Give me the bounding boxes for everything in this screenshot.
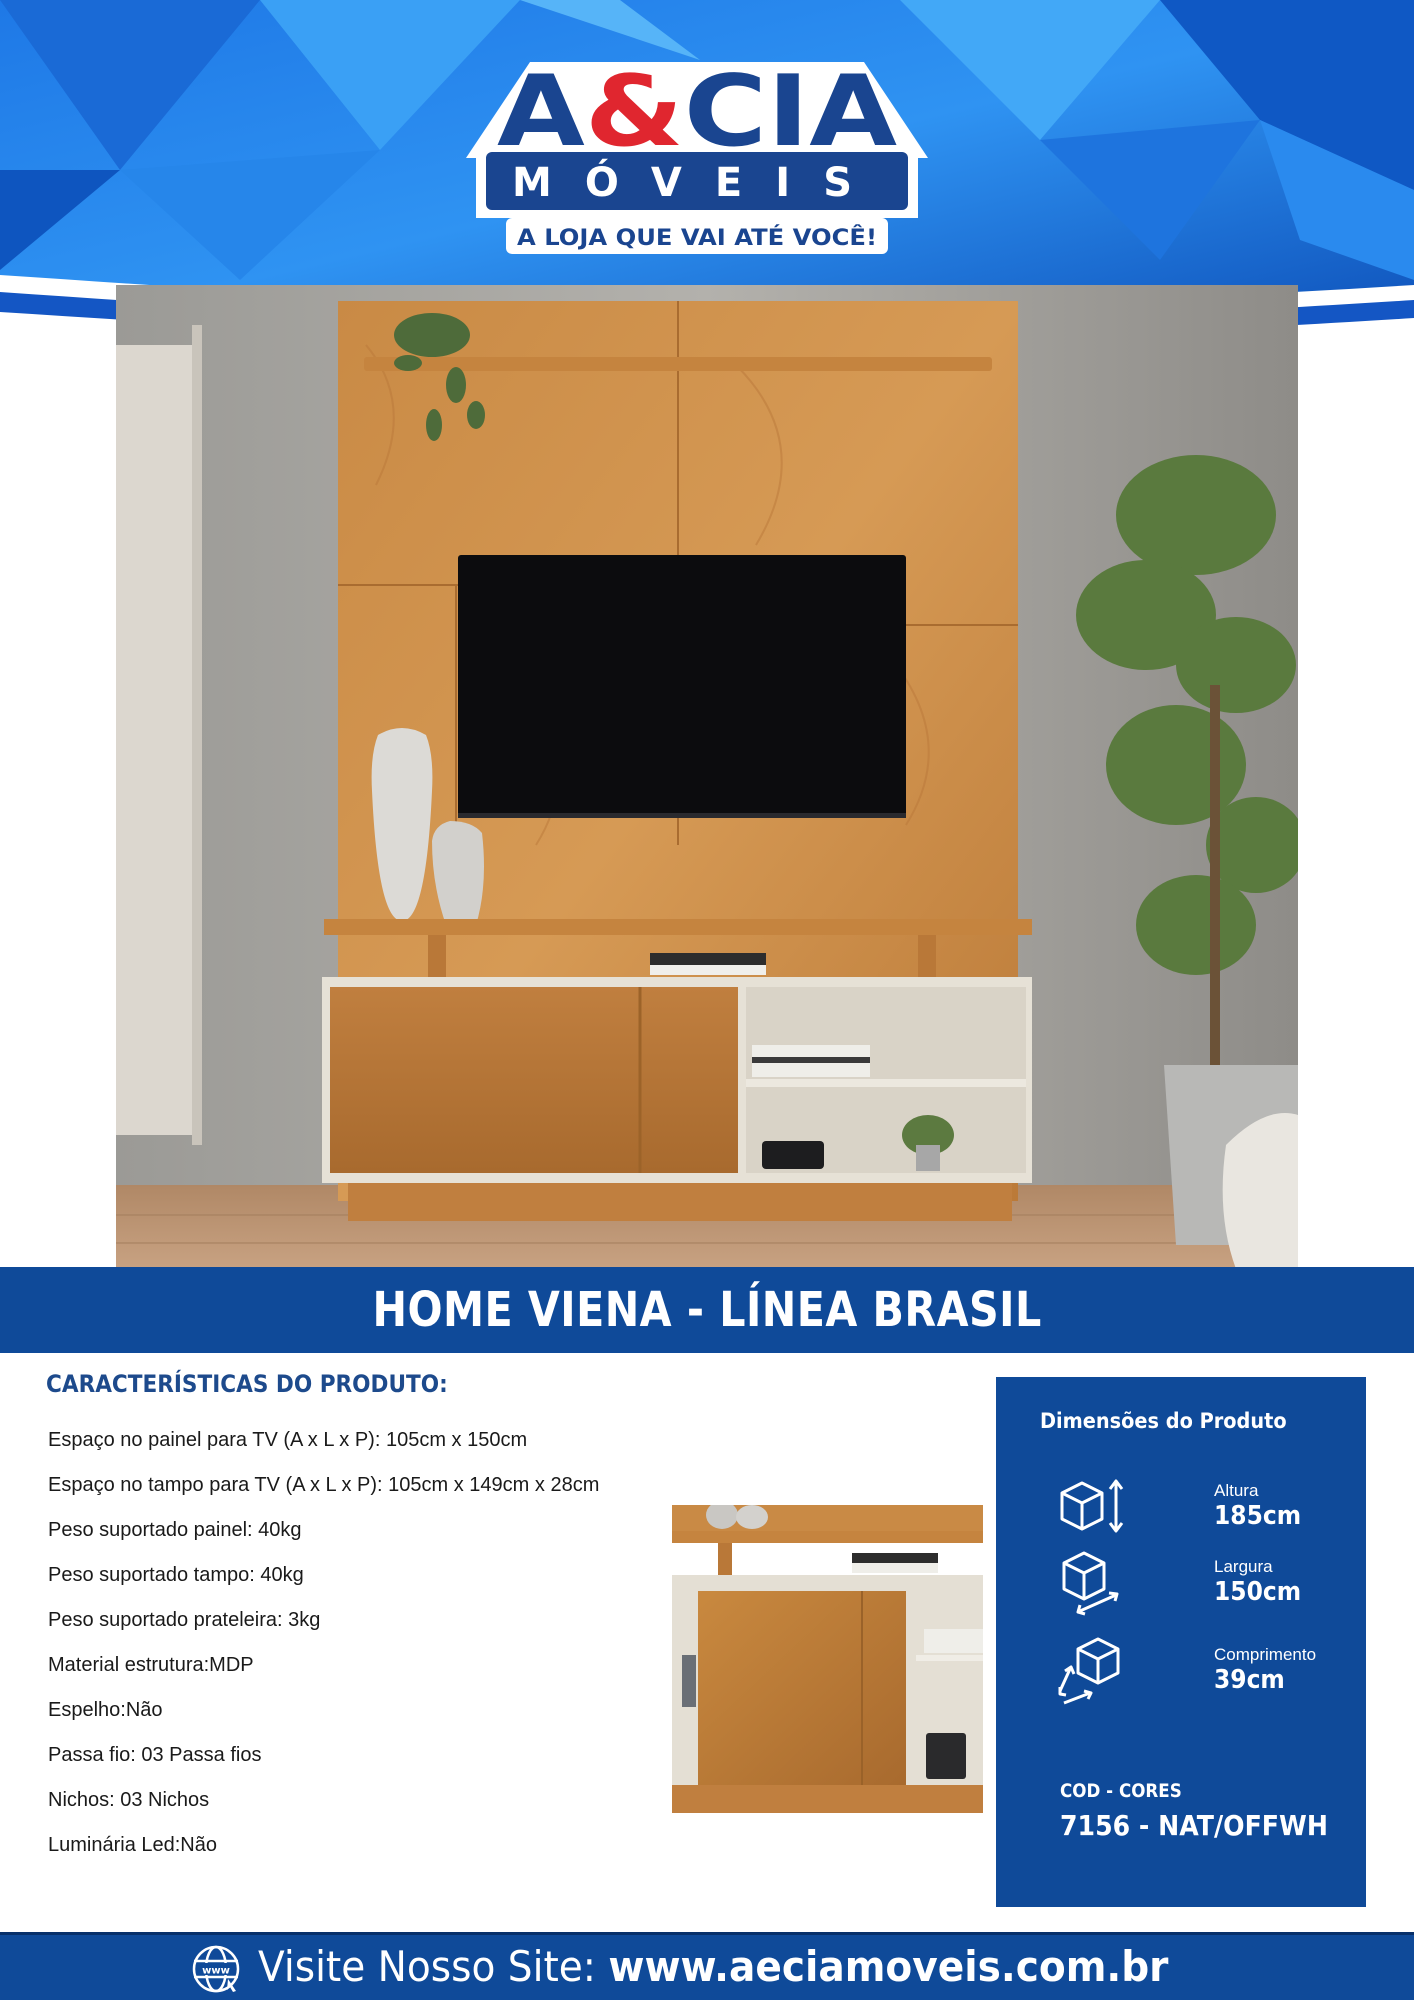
dimension-value: 39cm bbox=[1214, 1665, 1285, 1695]
characteristics-heading: CARACTERÍSTICAS DO PRODUTO: bbox=[46, 1370, 448, 1398]
dimension-label: Largura bbox=[1214, 1557, 1273, 1576]
cod-label: COD - CORES bbox=[1060, 1780, 1182, 1802]
spec-item: Peso suportado tampo: 40kg bbox=[48, 1564, 304, 1586]
spec-item: Peso suportado painel: 40kg bbox=[48, 1519, 302, 1541]
dimension-height bbox=[1056, 1473, 1356, 1543]
cod-value: 7156 - NAT/OFFWH bbox=[1060, 1809, 1328, 1842]
dimension-label: Comprimento bbox=[1214, 1645, 1317, 1664]
dimension-value: 185cm bbox=[1214, 1501, 1302, 1531]
globe-label: www bbox=[202, 1965, 230, 1977]
logo-tagline: A LOJA QUE VAI ATÉ VOCÊ! bbox=[517, 226, 844, 251]
spec-item: Espelho:Não bbox=[48, 1699, 163, 1721]
dimension-width bbox=[1056, 1549, 1356, 1619]
characteristics-list bbox=[48, 1420, 599, 1870]
dimension-value: 150cm bbox=[1214, 1577, 1302, 1607]
brand-logo bbox=[460, 50, 934, 262]
globe-icon bbox=[190, 1943, 242, 1995]
box-height-icon bbox=[1056, 1473, 1128, 1543]
spec-item: Espaço no tampo para TV (A x L x P): 105cm x 149cm x 28cm bbox=[48, 1474, 600, 1496]
spec-item: Nichos: 03 Nichos bbox=[48, 1789, 210, 1811]
product-title: HOME VIENA - LÍNEA BRASIL bbox=[372, 1282, 1042, 1338]
dimension-label: Altura bbox=[1214, 1481, 1259, 1500]
logo-main-text: A & CIA bbox=[497, 55, 868, 169]
spec-item: Material estrutura:MDP bbox=[48, 1654, 254, 1676]
visit-label: Visite Nosso Site: bbox=[258, 1942, 596, 1991]
footer-visit-text bbox=[258, 1942, 1168, 1991]
dimensions-title: Dimensões do Produto bbox=[1040, 1409, 1287, 1433]
spec-item: Espaço no painel para TV (A x L x P): 105cm x 150cm bbox=[48, 1429, 528, 1451]
dimension-depth bbox=[1056, 1637, 1356, 1707]
spec-item: Luminária Led:Não bbox=[48, 1834, 217, 1856]
spec-item: Passa fio: 03 Passa fios bbox=[48, 1744, 262, 1766]
logo-sub-text: MÓVEIS bbox=[512, 160, 882, 206]
dimensions-panel bbox=[996, 1377, 1366, 1907]
box-width-icon bbox=[1056, 1549, 1128, 1619]
footer-bar bbox=[0, 1932, 1414, 2000]
spec-item: Peso suportado prateleira: 3kg bbox=[48, 1609, 321, 1631]
product-title-band bbox=[0, 1267, 1414, 1353]
product-photo bbox=[116, 285, 1298, 1269]
box-depth-icon bbox=[1056, 1637, 1128, 1707]
product-detail-photo bbox=[672, 1505, 983, 1813]
website-link[interactable]: www.aeciamoveis.com.br bbox=[608, 1942, 1169, 1991]
